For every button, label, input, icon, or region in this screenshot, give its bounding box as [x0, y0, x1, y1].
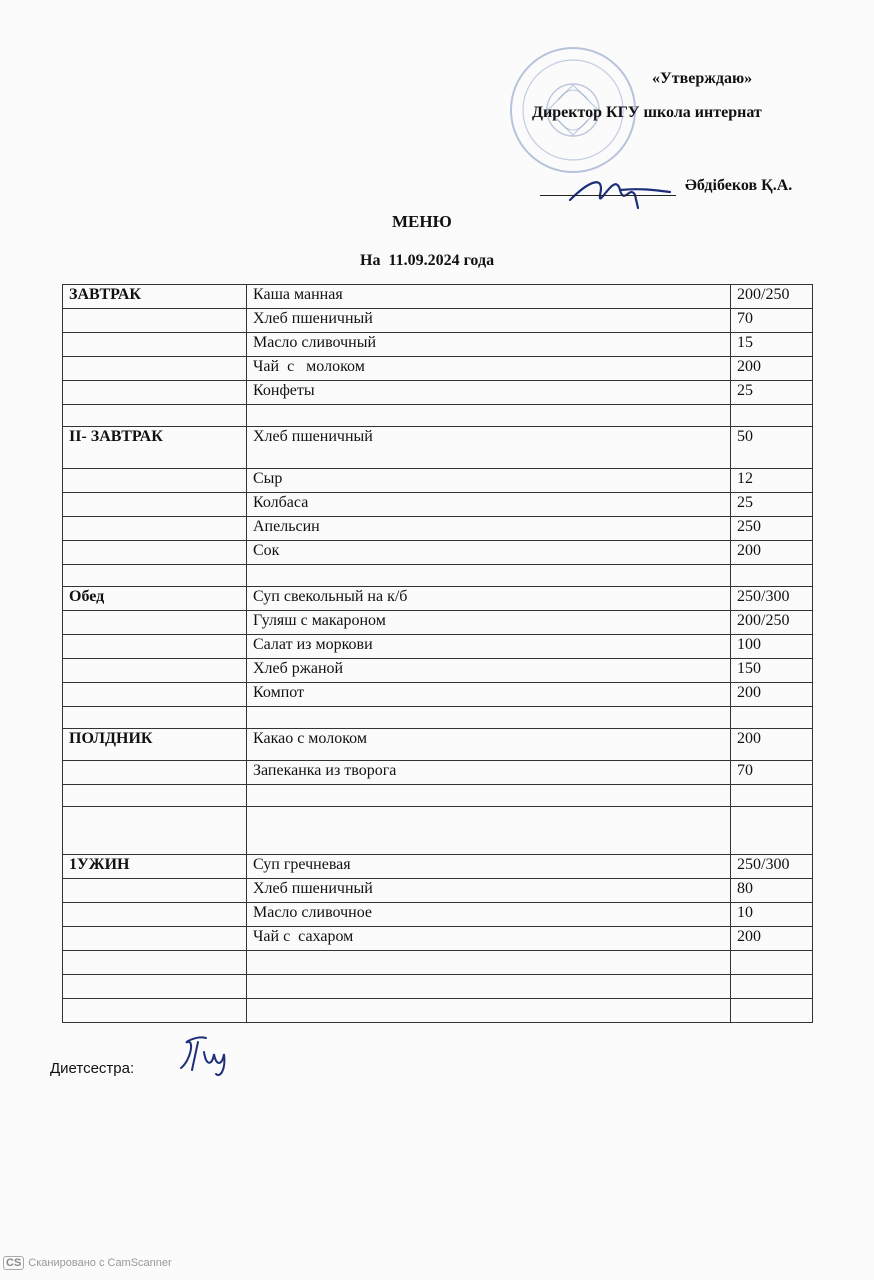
portion-cell: 12 [731, 469, 813, 493]
menu-row [63, 975, 813, 999]
meal-category-cell [63, 707, 247, 729]
document-date: На 11.09.2024 года [360, 252, 495, 269]
dish-cell: Гуляш с макароном [247, 611, 731, 635]
dish-cell: Суп гречневая [247, 855, 731, 879]
dish-cell: Апельсин [247, 517, 731, 541]
dish-cell: Хлеб ржаной [247, 659, 731, 683]
meal-category-cell [63, 541, 247, 565]
meal-category-cell [63, 611, 247, 635]
meal-category-cell [63, 683, 247, 707]
meal-category-cell [63, 309, 247, 333]
meal-category-cell [63, 927, 247, 951]
scanner-text: Сканировано с CamScanner [28, 1257, 172, 1269]
dietitian-signature-icon [176, 1030, 246, 1080]
dish-cell: Чай с молоком [247, 357, 731, 381]
meal-category-cell [63, 879, 247, 903]
dish-cell [247, 951, 731, 975]
dish-cell: Масло сливочный [247, 333, 731, 357]
meal-category-cell [63, 565, 247, 587]
menu-row [63, 807, 813, 855]
menu-row [63, 707, 813, 729]
menu-row [63, 903, 813, 927]
dish-cell [247, 999, 731, 1023]
approval-block [0, 0, 874, 220]
dish-cell [247, 405, 731, 427]
portion-cell: 150 [731, 659, 813, 683]
portion-cell: 100 [731, 635, 813, 659]
menu-row [63, 541, 813, 565]
meal-category-cell: II- ЗАВТРАК [63, 427, 247, 469]
meal-category-cell: 1УЖИН [63, 855, 247, 879]
portion-cell: 70 [731, 761, 813, 785]
meal-category-cell [63, 659, 247, 683]
meal-category-cell [63, 635, 247, 659]
portion-cell: 200 [731, 729, 813, 761]
portion-cell: 200 [731, 927, 813, 951]
dish-cell: Салат из моркови [247, 635, 731, 659]
portion-cell: 10 [731, 903, 813, 927]
director-position: Директор КГУ школа интернат [532, 104, 762, 121]
dish-cell: Масло сливочное [247, 903, 731, 927]
portion-cell [731, 707, 813, 729]
menu-row [63, 427, 813, 469]
portion-cell [731, 807, 813, 855]
meal-category-cell [63, 405, 247, 427]
menu-row [63, 565, 813, 587]
signature-line [540, 195, 676, 196]
dish-cell [247, 707, 731, 729]
dish-cell [247, 807, 731, 855]
portion-cell [731, 405, 813, 427]
portion-cell [731, 999, 813, 1023]
portion-cell [731, 975, 813, 999]
portion-cell: 250/300 [731, 587, 813, 611]
menu-row [63, 405, 813, 427]
dish-cell: Хлеб пшеничный [247, 427, 731, 469]
dish-cell: Компот [247, 683, 731, 707]
meal-category-cell: Обед [63, 587, 247, 611]
menu-row [63, 587, 813, 611]
menu-row [63, 333, 813, 357]
portion-cell: 200/250 [731, 611, 813, 635]
dish-cell: Какао с молоком [247, 729, 731, 761]
menu-row [63, 683, 813, 707]
dish-cell: Сыр [247, 469, 731, 493]
portion-cell: 15 [731, 333, 813, 357]
menu-row [63, 635, 813, 659]
menu-row [63, 729, 813, 761]
portion-cell [731, 785, 813, 807]
menu-row [63, 999, 813, 1023]
menu-row [63, 493, 813, 517]
approval-heading: «Утверждаю» [652, 70, 753, 87]
portion-cell: 25 [731, 493, 813, 517]
menu-row [63, 357, 813, 381]
director-name: Әбдібеков Қ.А. [685, 177, 793, 194]
dish-cell: Хлеб пшеничный [247, 879, 731, 903]
dish-cell [247, 565, 731, 587]
portion-cell: 50 [731, 427, 813, 469]
meal-category-cell [63, 357, 247, 381]
director-signature-icon [560, 160, 680, 220]
scanner-watermark [3, 1256, 172, 1270]
portion-cell [731, 565, 813, 587]
menu-row [63, 469, 813, 493]
meal-category-cell: ПОЛДНИК [63, 729, 247, 761]
menu-row [63, 927, 813, 951]
meal-category-cell [63, 381, 247, 405]
menu-row [63, 879, 813, 903]
menu-row [63, 659, 813, 683]
portion-cell: 80 [731, 879, 813, 903]
meal-category-cell [63, 469, 247, 493]
menu-row [63, 951, 813, 975]
meal-category-cell: ЗАВТРАК [63, 285, 247, 309]
portion-cell: 200/250 [731, 285, 813, 309]
menu-row [63, 761, 813, 785]
meal-category-cell [63, 903, 247, 927]
dish-cell: Колбаса [247, 493, 731, 517]
camscanner-logo: CS [3, 1256, 24, 1270]
meal-category-cell [63, 951, 247, 975]
dish-cell: Запеканка из творога [247, 761, 731, 785]
document-title: МЕНЮ [392, 212, 452, 231]
menu-row [63, 611, 813, 635]
portion-cell: 70 [731, 309, 813, 333]
dish-cell: Каша манная [247, 285, 731, 309]
portion-cell [731, 951, 813, 975]
menu-row [63, 381, 813, 405]
meal-category-cell [63, 333, 247, 357]
menu-row [63, 517, 813, 541]
portion-cell: 25 [731, 381, 813, 405]
menu-table [62, 284, 813, 1023]
meal-category-cell [63, 975, 247, 999]
portion-cell: 200 [731, 541, 813, 565]
dietitian-label: Диетсестра: [50, 1060, 135, 1077]
meal-category-cell [63, 761, 247, 785]
menu-row [63, 855, 813, 879]
dish-cell: Конфеты [247, 381, 731, 405]
meal-category-cell [63, 493, 247, 517]
portion-cell: 250 [731, 517, 813, 541]
dish-cell: Хлеб пшеничный [247, 309, 731, 333]
dish-cell: Чай с сахаром [247, 927, 731, 951]
meal-category-cell [63, 999, 247, 1023]
portion-cell: 200 [731, 357, 813, 381]
dish-cell: Суп свекольный на к/б [247, 587, 731, 611]
menu-row [63, 785, 813, 807]
dish-cell [247, 975, 731, 999]
portion-cell: 200 [731, 683, 813, 707]
menu-table-body [63, 285, 813, 1023]
menu-row [63, 309, 813, 333]
meal-category-cell [63, 517, 247, 541]
menu-row [63, 285, 813, 309]
meal-category-cell [63, 807, 247, 855]
dish-cell: Сок [247, 541, 731, 565]
portion-cell: 250/300 [731, 855, 813, 879]
meal-category-cell [63, 785, 247, 807]
dish-cell [247, 785, 731, 807]
